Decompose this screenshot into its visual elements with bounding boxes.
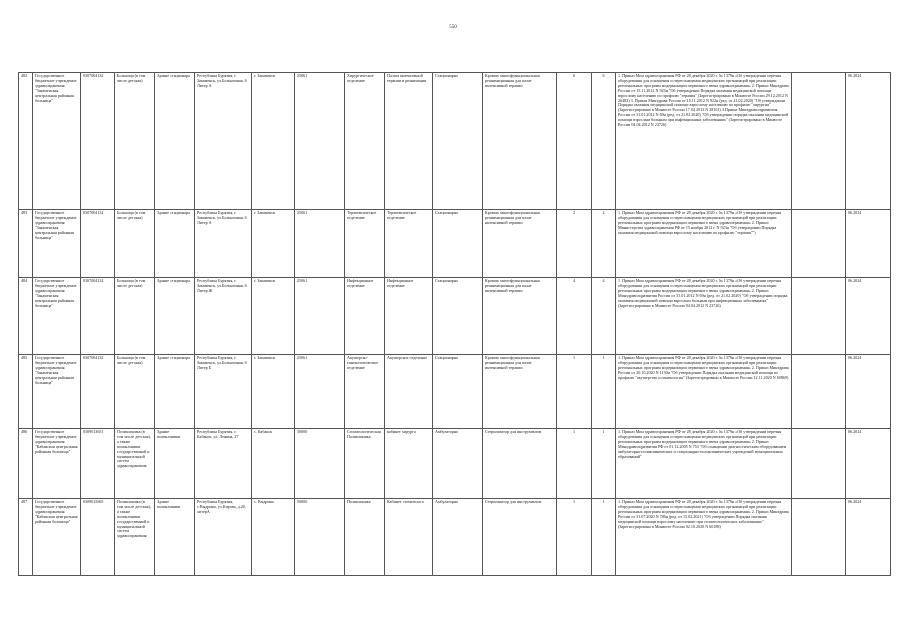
quantity-required: 2 [557, 210, 592, 278]
equipment-item: Стерилизатор для инструментов [483, 429, 557, 499]
unit: Терапевтическое отделение [385, 210, 433, 278]
address: Республика Бурятия, г. Закаменск, ул.Больничная, 6 Литер А [195, 210, 252, 278]
care-mode: Амбулаторно [433, 429, 483, 499]
inn-code: 0309013651 [81, 429, 115, 499]
deadline: 06.2024 [846, 355, 891, 429]
row-number: 487 [19, 499, 33, 576]
ward-type: Больница (в том числе детская) [115, 73, 155, 210]
quantity-planned: 1 [592, 499, 616, 576]
ward-type: Больница (в том числе детская) [115, 278, 155, 355]
care-mode: Стационарно [433, 278, 483, 355]
empty-cell [792, 499, 846, 576]
row-number: 483 [19, 210, 33, 278]
row-number: 484 [19, 278, 33, 355]
unit: Инфекционное отделение [385, 278, 433, 355]
organization-name: Государственное бюджетное учреждение здравоохранения "Кабанская центральная районная больница" [33, 429, 81, 499]
address: Республика Бурятия, г. Кабанск, ул. Ленина, 27 [195, 429, 252, 499]
building-type: Здание стационара [155, 73, 195, 210]
deadline: 06.2024 [846, 210, 891, 278]
postcode: 25061 [295, 278, 345, 355]
quantity-planned: 6 [592, 73, 616, 210]
town: г. Закаменск [252, 210, 295, 278]
address: Республика Бурятия, г. Закаменск, ул.Больничная, 6 Литер Б [195, 355, 252, 429]
table-row [19, 499, 891, 576]
quantity-required: 1 [557, 429, 592, 499]
organization-name: Государственное бюджетное учреждение здравоохранения "Кабанская центральная районная больница" [33, 499, 81, 576]
unit: Палата интенсивной терапии и реанимации [385, 73, 433, 210]
town: г. Закаменск [252, 73, 295, 210]
quantity-required: 4 [557, 278, 592, 355]
row-number: 486 [19, 429, 33, 499]
ward-type: Больница (в том числе детская) [115, 210, 155, 278]
department: Поликлиника [345, 499, 385, 576]
address: Республика Бурятия, г. Закаменск, ул.Больничная, 6 Литер Ж [195, 278, 252, 355]
town: с. Выдрино [252, 499, 295, 576]
organization-name: Государственное бюджетное учреждение здравоохранения "Закаменская центральная районная больница" [33, 278, 81, 355]
table-row [19, 355, 891, 429]
quantity-required: 1 [557, 355, 592, 429]
organization-name: Государственное бюджетное учреждение здравоохранения "Закаменская центральная районная больница" [33, 355, 81, 429]
legal-basis: 1. Приказ Мин здравоохранения РФ от 28 декабря 2020 г. № 1379н «Об утверждении перечня оборудования для оснащения и переоснащения медицинских организаций при реализации региональных программ модернизации первичного звена здравоохранения» 2. Приказ Минздравсоцразвития РФ от 01.12.2005 N 753 "Об оснащении диагностическим оборудованием амбулаторно-поликлинических и стационарно-поликлинических учреждений муниципальных образований" [616, 429, 792, 499]
care-mode: Стационарно [433, 73, 483, 210]
care-mode: Стационарно [433, 355, 483, 429]
address: Республика Бурятия, г. Закаменск, ул.Больничная, 6 Литер А [195, 73, 252, 210]
organization-name: Государственное бюджетное учреждение здравоохранения "Закаменская центральная районная больница" [33, 73, 81, 210]
equipment-item: Кровать многофункциональная реанимационная для палат интенсивной терапии [483, 73, 557, 210]
table-row [19, 429, 891, 499]
empty-cell [792, 278, 846, 355]
row-number: 482 [19, 73, 33, 210]
equipment-table [18, 72, 891, 576]
legal-basis: 1. Приказ Мин здравоохранения РФ от 28 декабря 2020 г. № 1379н «Об утверждении перечня оборудования для оснащения и переоснащения медицинских организаций при реализации региональных программ модернизации первичного звена здравоохранения» 2. Приказ Минздрава России от 15.11.2012 N 923н "Об утверждении Порядка оказания медицинской помощи взрослому населению по профилю "терапия" (Зарегистрировано в Минюсте России 29.12.2012 N 26482) 3. Приказ Минздрава России от 15.11.2012 N 922н (ред. от 21.02.2020) "Об утверждении Порядка оказания медицинской помощи взрослому населению по профилю "хирургия" (Зарегистрировано в Минюсте России 17.04.2013 N 28161) 4.Приказ Минздравсоцразвития России от 31.01.2012 N 69н (ред. от 21.02.2020) "Об утверждении порядка оказания медицинской помощи взрослым больным при инфекционных заболеваниях" (Зарегистрировано в Минюсте России 04.04.2012 N 23726) [616, 73, 792, 210]
equipment-item: Кровать многофункциональная реанимационная для палат интенсивной терапии [483, 355, 557, 429]
postcode: 25061 [295, 73, 345, 210]
equipment-item: Стерилизатор для инструментов [483, 499, 557, 576]
care-mode: Стационарно [433, 210, 483, 278]
building-type: Здание стационара [155, 355, 195, 429]
equipment-item: Кровать многофункциональная реанимационная для палат интенсивной терапии [483, 210, 557, 278]
quantity-required: 6 [557, 73, 592, 210]
inn-code: 0309015665 [81, 499, 115, 576]
legal-basis: 1. Приказ Мин здравоохранения РФ от 28 декабря 2020 г. № 1379н «Об утверждении перечня оборудования для оснащения и переоснащения медицинских организаций при реализации региональных программ модернизации первичного звена здравоохранения» 2. Приказ Минздрава России от 20.10.2020 N 1130н "Об утверждении Порядка оказания медицинской помощи по профилю "акушерство и гинекология" (Зарегистрировано в Минюсте России 12.11.2020 N 60869) [616, 355, 792, 429]
building-type: Здание стационара [155, 278, 195, 355]
care-mode: Амбулаторно [433, 499, 483, 576]
deadline: 06.2024 [846, 73, 891, 210]
ward-type: Поликлиника (в том числе детская), а также поликлиники государственной и муниципальной систем здравоохранения [115, 429, 155, 499]
empty-cell [792, 429, 846, 499]
town: с. Кабанск [252, 429, 295, 499]
quantity-planned: 2 [592, 210, 616, 278]
inn-code: 0307004132 [81, 355, 115, 429]
quantity-planned: 1 [592, 355, 616, 429]
organization-name: Государственное бюджетное учреждение здравоохранения "Закаменская центральная районная больница" [33, 210, 81, 278]
deadline: 06.2024 [846, 499, 891, 576]
building-type: Здание стационара [155, 210, 195, 278]
row-number: 485 [19, 355, 33, 429]
building-type: Здание поликлиники [155, 499, 195, 576]
department: Инфекционное отделение [345, 278, 385, 355]
department: Акушерско-гинекологическое отделение [345, 355, 385, 429]
inn-code: 0307004132 [81, 73, 115, 210]
legal-basis: 1. Приказ Мин здравоохранения РФ от 28 декабря 2020 г. № 1379н «Об утверждении перечня оборудования для оснащения и переоснащения медицинских организаций при реализации региональных программ модернизации первичного звена здравоохранения» 2. Приказ Минздравсоцразвития России от 31.01.2012 N 69н (ред. от 21.02.2020) "Об утверждении порядка оказания медицинской помощи взрослым больным при инфекционных заболеваниях" (Зарегистрировано в Минюсте России 04.04.2012 N 23726) [616, 278, 792, 355]
ward-type: Больница (в том числе детская) [115, 355, 155, 429]
unit: Акушерское отделение [385, 355, 433, 429]
quantity-planned: 1 [592, 429, 616, 499]
inn-code: 0307004132 [81, 210, 115, 278]
address: Республика Бурятия, с.Выдрино, ул.Кирова, д.20, литерА [195, 499, 252, 576]
empty-cell [792, 210, 846, 278]
unit: Кабинет стоматолога [385, 499, 433, 576]
equipment-item: Кровать многофункциональная реанимационная для палат интенсивной терапии [483, 278, 557, 355]
empty-cell [792, 73, 846, 210]
postcode: 50000 [295, 499, 345, 576]
page-number: 550 [449, 25, 457, 30]
quantity-required: 1 [557, 499, 592, 576]
department: Стоматологическая Поликлиника [345, 429, 385, 499]
quantity-planned: 4 [592, 278, 616, 355]
ward-type: Поликлиника (в том числе детская), а также поликлиники государственной и муниципальной систем здравоохранения [115, 499, 155, 576]
legal-basis: 1. Приказ Мин здравоохранения РФ от 28 декабря 2020 г. № 1379н «Об утверждении перечня оборудования для оснащения и переоснащения медицинских организаций при реализации региональных программ модернизации первичного звена здравоохранения» 2. Приказ Минздрава России от 31.07.2020 N 786н (ред. от 15.02.2021) "Об утверждении Порядка оказания медицинской помощи взрослому населению при стоматологических заболеваниях" (Зарегистрировано в Минюсте России 02.10.2020 N 60188) [616, 499, 792, 576]
unit: кабинет хирурга [385, 429, 433, 499]
building-type: Здание поликлиники [155, 429, 195, 499]
postcode: 50000 [295, 429, 345, 499]
deadline: 06.2024 [846, 278, 891, 355]
empty-cell [792, 355, 846, 429]
town: г. Закаменск [252, 278, 295, 355]
inn-code: 0307004132 [81, 278, 115, 355]
postcode: 25061 [295, 210, 345, 278]
department: Хирургическое отделение [345, 73, 385, 210]
table-row [19, 278, 891, 355]
table-row [19, 210, 891, 278]
department: Терапевтическое отделение [345, 210, 385, 278]
postcode: 25061 [295, 355, 345, 429]
deadline: 06.2024 [846, 429, 891, 499]
table-row [19, 73, 891, 210]
town: г. Закаменск [252, 355, 295, 429]
legal-basis: 1. Приказ Мин здравоохранения РФ от 28 декабря 2020 г. № 1379н «Об утверждении перечня оборудования для оснащения и переоснащения медицинских организаций при реализации региональных программ модернизации первичного звена здравоохранения» 2. Приказ Министерства здравоохранения РФ от 15 ноября 2012 г. N 923н "Об утверждении Порядка оказания медицинской помощи взрослому населению по профилю "терапия"") [616, 210, 792, 278]
